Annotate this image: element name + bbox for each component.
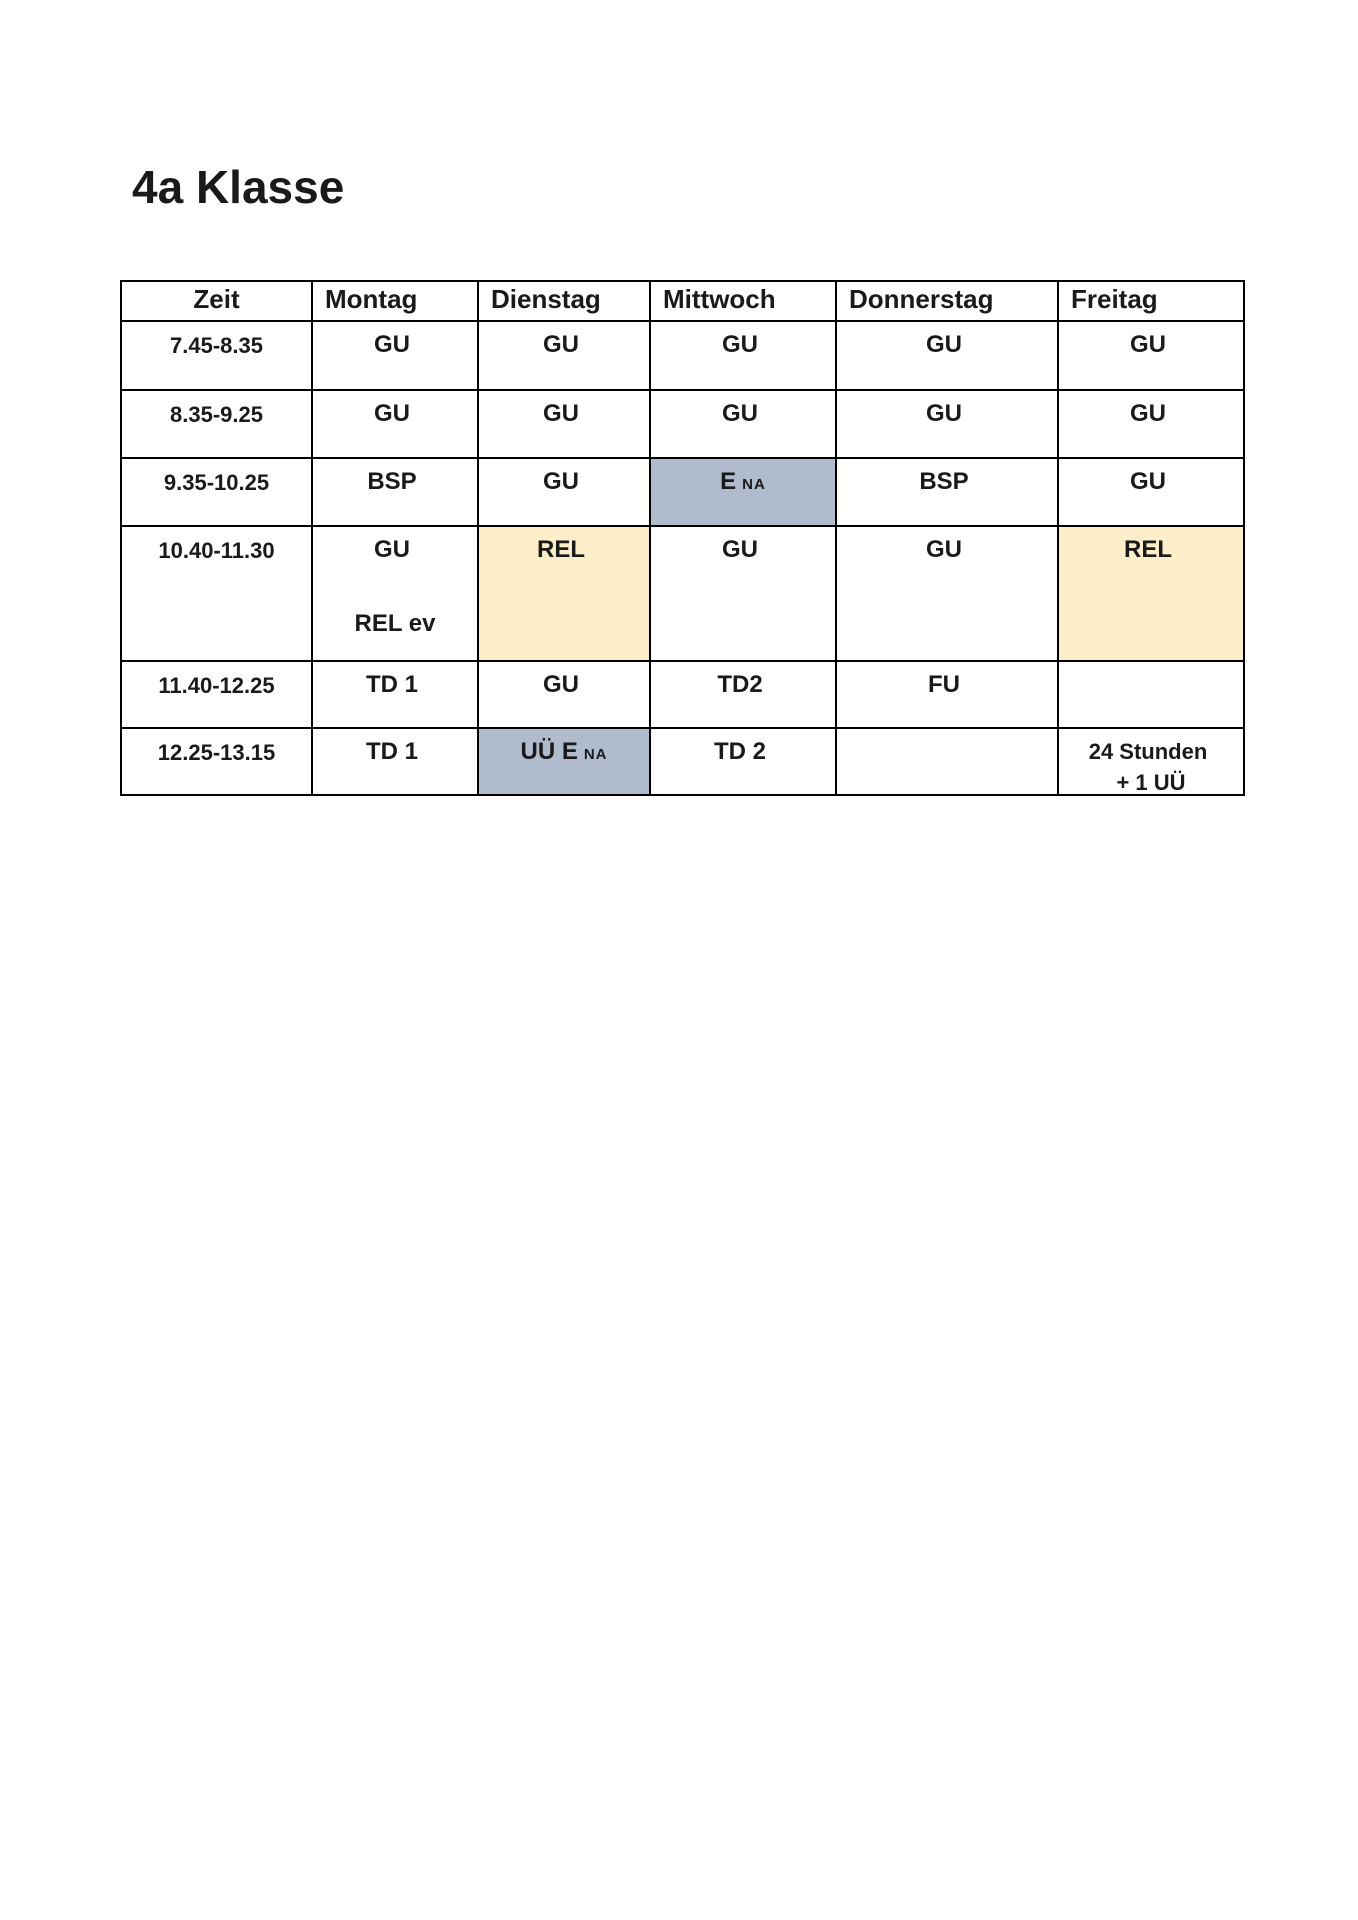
subject-label: TD 1: [365, 738, 418, 765]
time-cell: 8.35-9.25: [122, 391, 313, 459]
header-cell-dienstag: Dienstag: [479, 282, 651, 322]
time-cell: 10.40-11.30: [122, 527, 313, 662]
subject-cell: [651, 662, 837, 729]
subject-cell-highlighted: [479, 729, 651, 796]
time-cell: 12.25-13.15: [122, 729, 313, 796]
subject-label: TD 2: [713, 738, 766, 765]
subject-cell: [313, 459, 479, 527]
subject-label: GU: [926, 536, 962, 563]
subject-cell-empty: [837, 729, 1059, 796]
subject-label: GU: [543, 671, 579, 698]
subject-cell: [1059, 322, 1245, 391]
subject-label: GU: [1130, 331, 1166, 358]
subject-cell: [313, 527, 479, 662]
subject-suffix: NA: [742, 476, 766, 493]
subject-cell: [837, 391, 1059, 459]
subject-cell: [313, 322, 479, 391]
time-cell: 11.40-12.25: [122, 662, 313, 729]
subject-cell: [651, 729, 837, 796]
subject-label: REL: [537, 536, 585, 563]
page-title: 4a Klasse: [132, 161, 345, 213]
subject-cell-highlighted: [479, 527, 651, 662]
total-hours-line2: + 1 UÜ: [1116, 769, 1186, 795]
header-cell-zeit: Zeit: [122, 282, 313, 322]
subject-suffix: NA: [583, 746, 608, 763]
time-cell: 9.35-10.25: [122, 459, 313, 527]
header-cell-mittwoch: Mittwoch: [651, 282, 837, 322]
subject-cell-highlighted: [651, 459, 837, 527]
subject-label: GU: [543, 400, 579, 427]
subject-label: GU: [374, 331, 410, 358]
total-hours-cell: [1059, 729, 1245, 796]
subject-label: GU: [374, 536, 410, 563]
subject-label: GU: [1130, 400, 1166, 427]
subject-cell: [837, 527, 1059, 662]
subject-label: BSP: [367, 468, 417, 495]
header-cell-freitag: Freitag: [1059, 282, 1245, 322]
subject-label: UÜ E: [520, 738, 578, 765]
subject-cell: [313, 662, 479, 729]
subject-label: FU: [928, 671, 960, 698]
subject-label: GU: [926, 331, 962, 358]
subject-label: GU: [543, 468, 579, 495]
subject-cell: [479, 322, 651, 391]
subject-label: GU: [926, 400, 962, 427]
subject-cell: [313, 391, 479, 459]
subject-cell: [479, 459, 651, 527]
header-cell-donnerstag: Donnerstag: [837, 282, 1059, 322]
subject-label: GU: [722, 331, 758, 358]
subject-cell: [837, 322, 1059, 391]
time-cell: 7.45-8.35: [122, 322, 313, 391]
subject-cell: [479, 391, 651, 459]
subject-cell-empty: [1059, 662, 1245, 729]
subject-cell: [1059, 391, 1245, 459]
subject-label: TD 1: [365, 671, 418, 698]
subject-label: GU: [543, 331, 579, 358]
total-hours-label: 24 Stunden: [1088, 739, 1208, 764]
subject-label: TD2: [717, 671, 763, 698]
subject-label: GU: [722, 400, 758, 427]
timetable: [120, 280, 1245, 796]
subject-label: REL: [1124, 536, 1172, 563]
subject-line2: REL ev: [354, 609, 436, 637]
subject-cell: [651, 322, 837, 391]
header-cell-montag: Montag: [313, 282, 479, 322]
subject-label: GU: [1130, 468, 1166, 495]
subject-label: E: [720, 468, 737, 495]
subject-cell: [651, 527, 837, 662]
subject-cell: [313, 729, 479, 796]
subject-cell: [837, 459, 1059, 527]
subject-cell: [1059, 459, 1245, 527]
subject-label: GU: [722, 536, 758, 563]
subject-cell: [651, 391, 837, 459]
subject-cell-highlighted: [1059, 527, 1245, 662]
subject-label: GU: [374, 400, 410, 427]
subject-cell: [479, 662, 651, 729]
subject-cell: [837, 662, 1059, 729]
subject-label: BSP: [919, 468, 969, 495]
